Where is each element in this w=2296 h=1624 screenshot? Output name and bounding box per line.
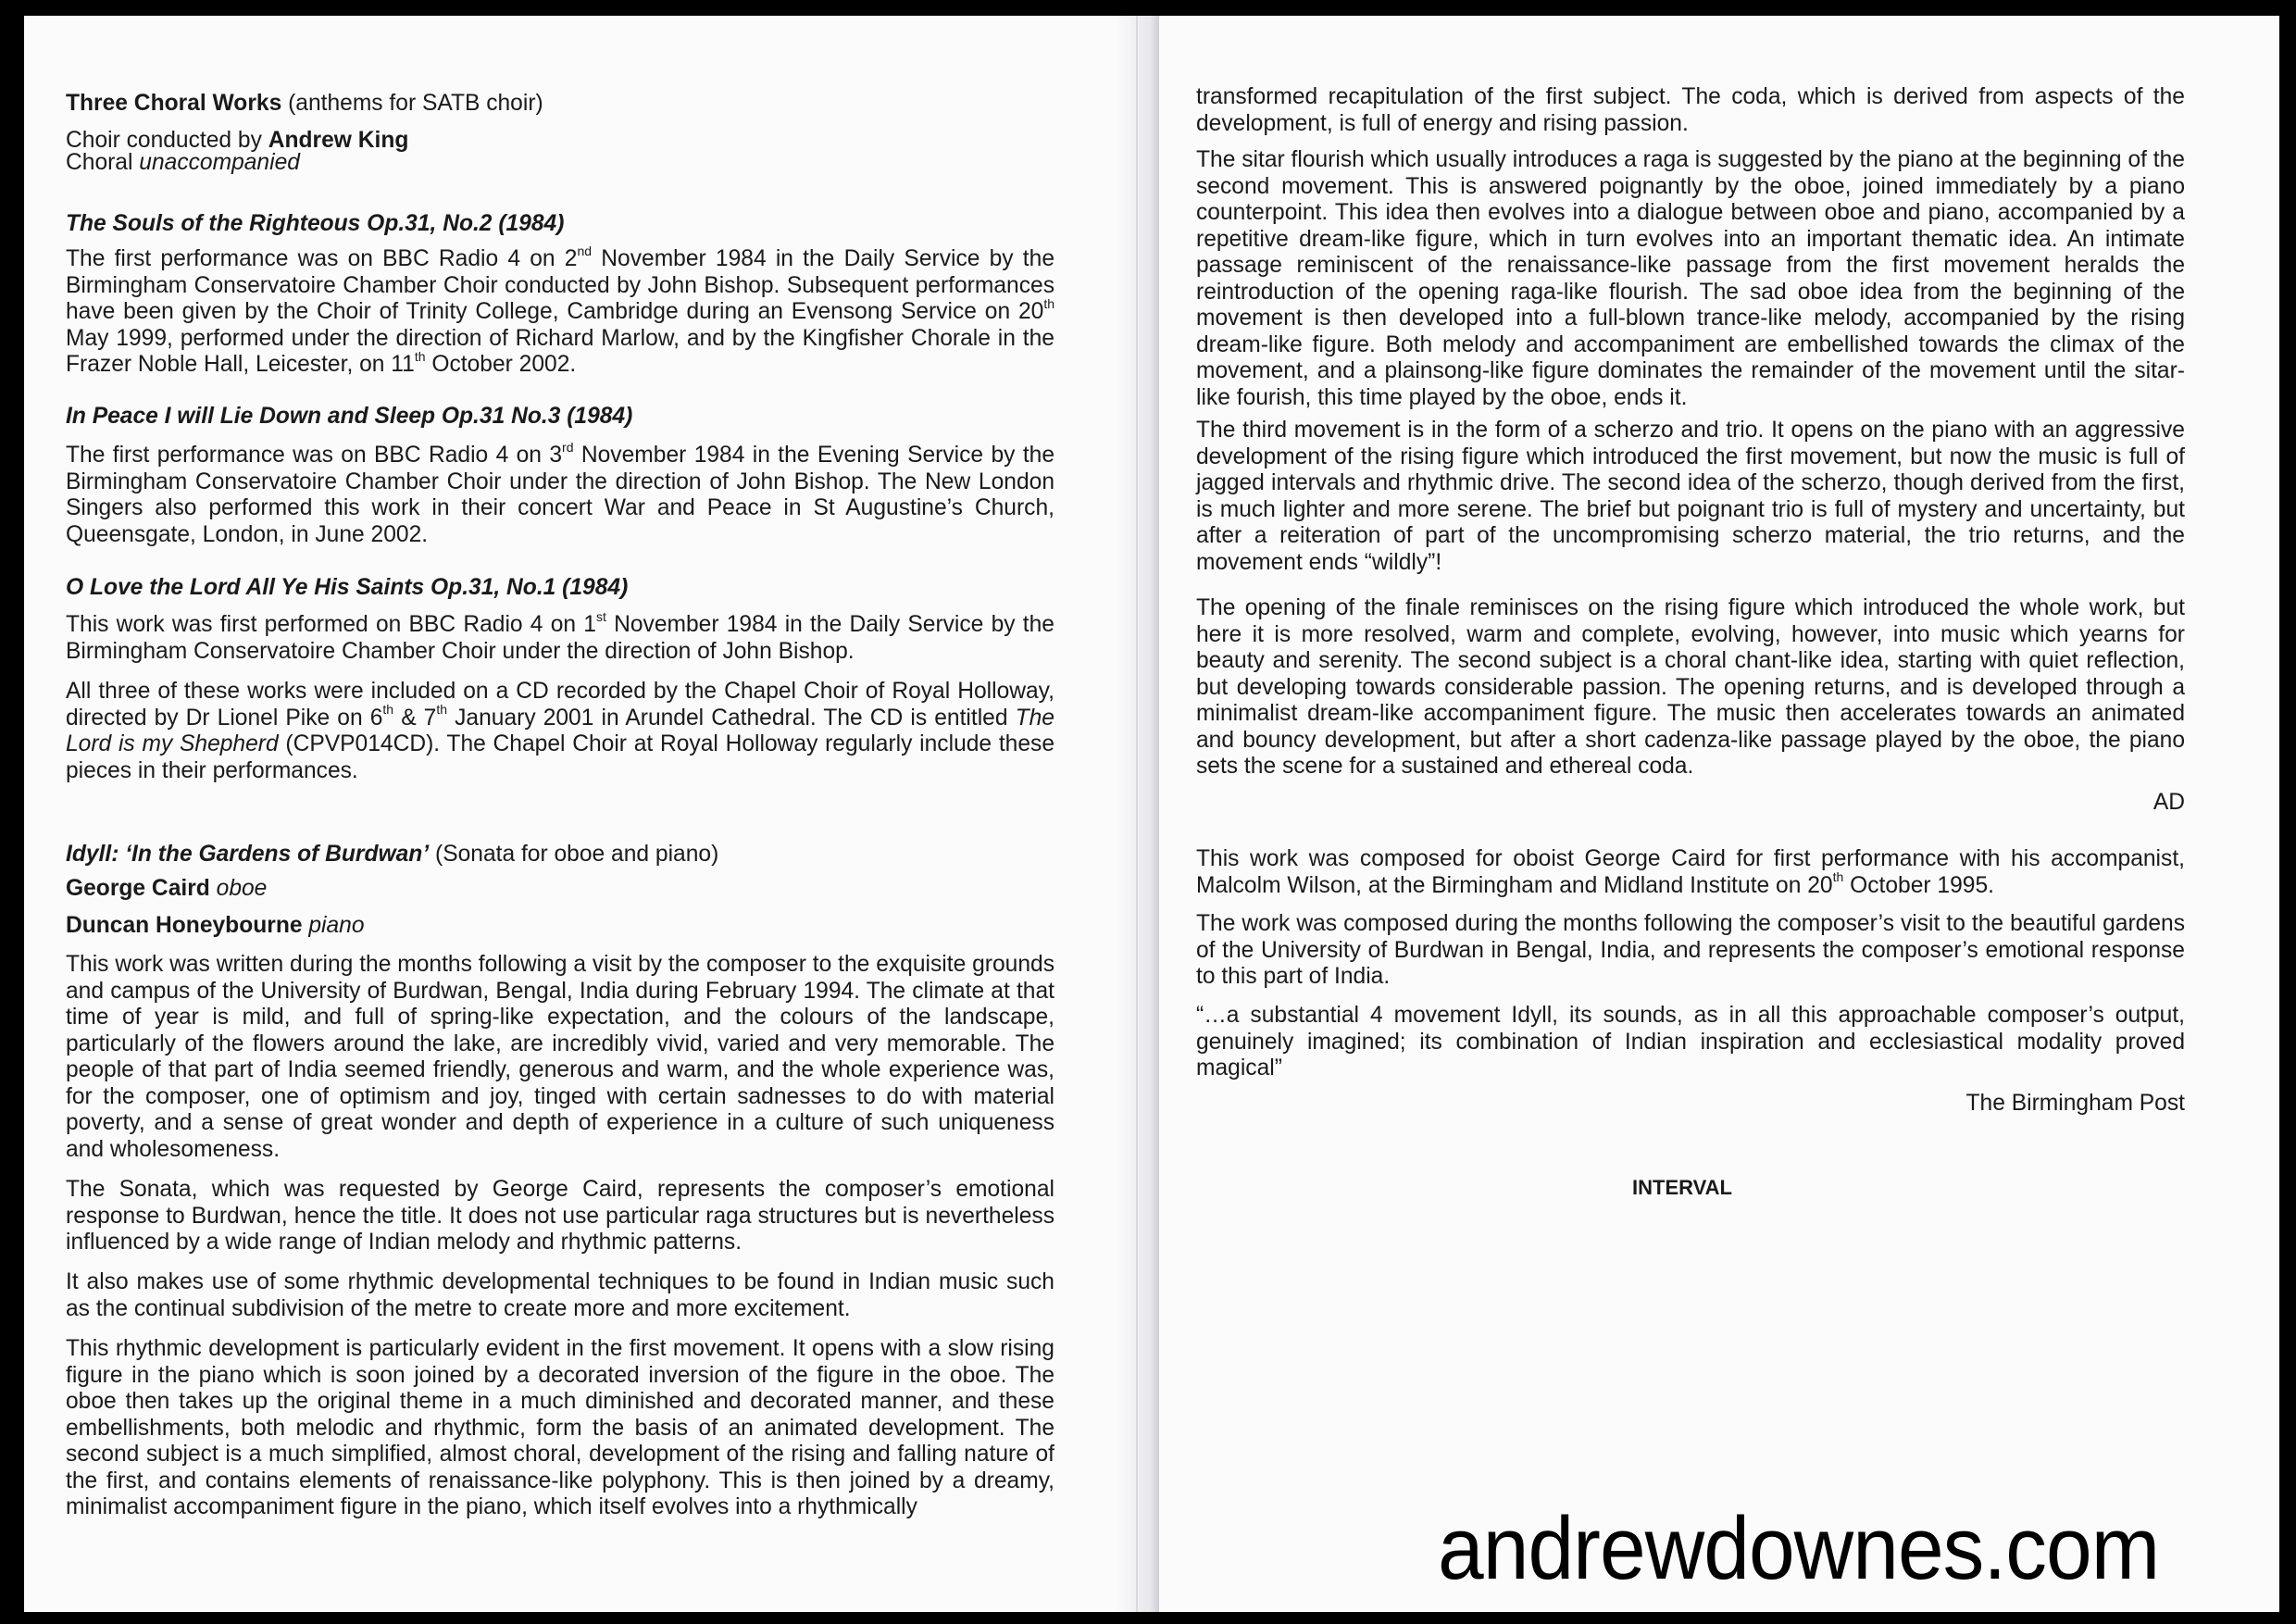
idyll-subtitle: (Sonata for oboe and piano) <box>429 842 719 867</box>
text-run: January 2001 in Arundel Cathedral. The CD is entitled <box>447 705 1016 731</box>
text-run: November 1984 in the Daily Service by the Birmingham Conservatoire Chamber Choir under the direction of John Bishop. <box>66 612 1054 664</box>
work-notes-in-peace <box>66 439 1055 548</box>
programme-note-paragraph: The opening of the finale reminisces on the rising figure which introduced the whole work, but here it is more resolved, warm and complete, evolving, however, into music which yearns for beauty and serenity. The second subject is a choral chant-like idea, starting with quiet reflection, but developing towards considerable passion. The opening returns, and is developed through a minimalist dream-like accompaniment figure. The music then accelerates towards an animated and bouncy development, but after a short cadenza-like passage played by the oboe, the piano sets the scene for a sustained and ethereal coda. <box>1196 595 2185 779</box>
idyll-paragraph: This work was written during the months following a visit by the composer to the exquisite grounds and campus of the University of Burdwan, Bengal, India during February 1994. The climate at that time of year is mild, and full of spring-like expectation, and the colours of the landscape, particularly of the flowers around the lake, are incredibly vivid, varied and very memorable. The people of that part of India seemed friendly, generous and warm, and the whole experience was, for the composer, one of optimism and joy, tinged with certain sadnesses to do with material poverty, and a sense of great wonder and depth of experience in a culture of such uniqueness and wholesomeness. <box>66 952 1054 1162</box>
work-notes-o-love-the-lord <box>66 608 1054 665</box>
idyll-title: Idyll: ‘In the Gardens of Burdwan’ <box>66 842 430 867</box>
conductor-name: Andrew King <box>268 128 409 153</box>
text-run: All three of these works were included on a CD recorded by the Chapel Choir of Royal Holloway, directed by Dr Lionel Pike on 6 <box>66 679 1054 731</box>
performer-piano <box>66 913 1054 940</box>
review-quote: “…a substantial 4 movement Idyll, its sounds, as in all this approachable composer’s output, genuinely imagined; its combination of Indian inspiration and ecclesiastical modality proved magical” <box>1196 1003 2185 1081</box>
programme-note-paragraph: The third movement is in the form of a scherzo and trio. It opens on the piano with an aggressive development of the rising figure which introduced the first movement, but now the music is full of jagged intervals and rhythmic drive. The second idea of the scherzo, though derived from the first, is much lighter and more serene. The brief but poignant trio is full of mystery and uncertainty, but after a reiteration of part of the uncompromising scherzo material, the trio returns, and the movement ends “wildly”! <box>1196 418 2185 575</box>
choral-accompaniment: unaccompanied <box>139 150 300 175</box>
performer-name: George Caird <box>66 876 210 901</box>
text-run: The first performance was on BBC Radio 4 on 3 <box>66 443 563 468</box>
choral-works-subtitle: (anthems for SATB choir) <box>281 91 543 116</box>
ordinal-suffix: th <box>382 702 394 718</box>
idyll-paragraph: It also makes use of some rhythmic developmental techniques to be found in Indian music such as the continual subdivision of the metre to create more and more excitement. <box>66 1269 1054 1321</box>
choral-works-heading <box>66 91 1054 118</box>
text-run: The first performance was on BBC Radio 4 on 2 <box>66 246 578 271</box>
ordinal-suffix: nd <box>577 243 593 258</box>
performer-instrument: oboe <box>209 876 268 901</box>
page-fold-shadow <box>1117 16 1159 1612</box>
work-title-in-peace: In Peace I will Lie Down and Sleep Op.31 No.3 (1984) <box>66 404 633 429</box>
page-fold <box>1136 16 1138 1612</box>
programme-spread <box>24 16 2279 1612</box>
text-run: November 1984 in the Evening Service by the Birmingham Conservatoire Chamber Choir under the direction of John Bishop. The New London Singers also performed this work in their concert War and Peace in St Augustine’s Church, Queensgate, London, in June 2002. <box>66 443 1055 547</box>
work-title-o-love-the-lord: O Love the Lord All Ye His Saints Op.31, No.1 (1984) <box>66 575 629 600</box>
premiere-note <box>1196 846 2185 899</box>
text-run: October 2002. <box>425 352 577 377</box>
text-run: This work was first performed on BBC Radio 4 on 1 <box>66 612 596 637</box>
text-run: May 1999, performed under the direction of Richard Marlow, and by the Kingfisher Chorale in the Frazer Noble Hall, Leicester, on 11 <box>66 325 1054 377</box>
programme-note-paragraph: transformed recapitulation of the first subject. The coda, which is derived from aspects of the development, is full of energy and rising passion. <box>1196 84 2185 136</box>
ordinal-suffix: th <box>436 702 448 718</box>
ordinal-suffix: th <box>1832 869 1844 885</box>
cd-title: The Lord is my Shepherd <box>66 705 1054 756</box>
choral-label: Choral <box>66 150 140 175</box>
text-run: (CPVP014CD). The Chapel Choir at Royal Holloway regularly include these pieces in their performances. <box>66 731 1055 783</box>
idyll-paragraph: This rhythmic development is particularly evident in the first movement. It opens with a slow rising figure in the piano which is soon joined by a decorated inversion of the figure in the oboe. The oboe then takes up the original theme in a much diminished and decorated manner, and these embellishments, both melodic and rhythmic, form the basis of an animated development. The second subject is a much simplified, almost choral, development of the rising and falling nature of the first, and contains elements of renaissance-like polyphony. This is then joined by a dreamy, minimalist accompaniment figure in the piano, which itself evolves into a rhythmically <box>66 1336 1054 1519</box>
review-source: The Birmingham Post <box>1965 1091 2185 1116</box>
cd-recording-note <box>66 679 1054 784</box>
text-run: & 7 <box>393 705 437 731</box>
idyll-heading <box>66 842 1054 868</box>
text-run: This work was composed for oboist George Caird for first performance with his accompanist, Malcolm Wilson, at the Birmingham and Midland Institute on 20 <box>1196 846 2185 898</box>
author-initials: AD <box>2152 790 2185 815</box>
programme-note-paragraph: The sitar flourish which usually introduces a raga is suggested by the piano at the beginning of the second movement. This is answered poignantly by the oboe, joined immediately by a piano counterpoint. This idea then evolves into a dialogue between oboe and piano, accompanied by a repetitive dream-like figure, which in turn evolves into an important thematic idea. An intimate passage reminiscent of the renaissance-like passage from the first movement heralds the reintroduction of the opening raga-like flourish. The sad oboe idea from the beginning of the movement is then developed into a full-blown trance-like melody, accompanied by the rising dream-like figure. Both melody and accompaniment are embellished towards the climax of the movement, and a plainsong-like figure dominates the remainder of the movement until the sitar-like fourish, this time played by the oboe, ends it. <box>1196 147 2185 410</box>
performer-name: Duncan Honeybourne <box>66 913 303 938</box>
choral-accompaniment-line <box>66 150 1054 177</box>
work-notes-souls-of-the-righteous <box>66 243 1054 379</box>
choral-works-title: Three Choral Works <box>66 91 282 116</box>
ordinal-suffix: th <box>1043 295 1054 311</box>
text-run: November 1984 in the Daily Service by the Birmingham Conservatoire Chamber Choir conducted by John Bishop. Subsequent performances have been given by the Choir of Trinity College, Cambridge during an Evensong Service on 20 <box>66 246 1054 324</box>
conductor-label: Choir conducted by <box>66 128 268 153</box>
idyll-paragraph: The Sonata, which was requested by George Caird, represents the composer’s emotional response to Burdwan, hence the title. It does not use particular raga structures but is nevertheless influenced by a wide range of Indian melody and rhythmic patterns. <box>66 1177 1054 1255</box>
performer-instrument: piano <box>302 913 365 938</box>
interval-heading: INTERVAL <box>1632 1176 1732 1199</box>
text-run: October 1995. <box>1843 872 1994 898</box>
ordinal-suffix: st <box>595 608 606 624</box>
work-title-souls-of-the-righteous: The Souls of the Righteous Op.31, No.2 (1984) <box>66 211 565 236</box>
composition-context: The work was composed during the months following the composer’s visit to the beautiful gardens of the University of Burdwan in Bengal, India, and represents the composer’s emotional response to this part of India. <box>1196 911 2185 989</box>
website-watermark: andrewdownes.com <box>1438 1499 2160 1598</box>
performer-oboe <box>66 876 1054 903</box>
ordinal-suffix: th <box>414 348 426 364</box>
ordinal-suffix: rd <box>562 439 574 455</box>
